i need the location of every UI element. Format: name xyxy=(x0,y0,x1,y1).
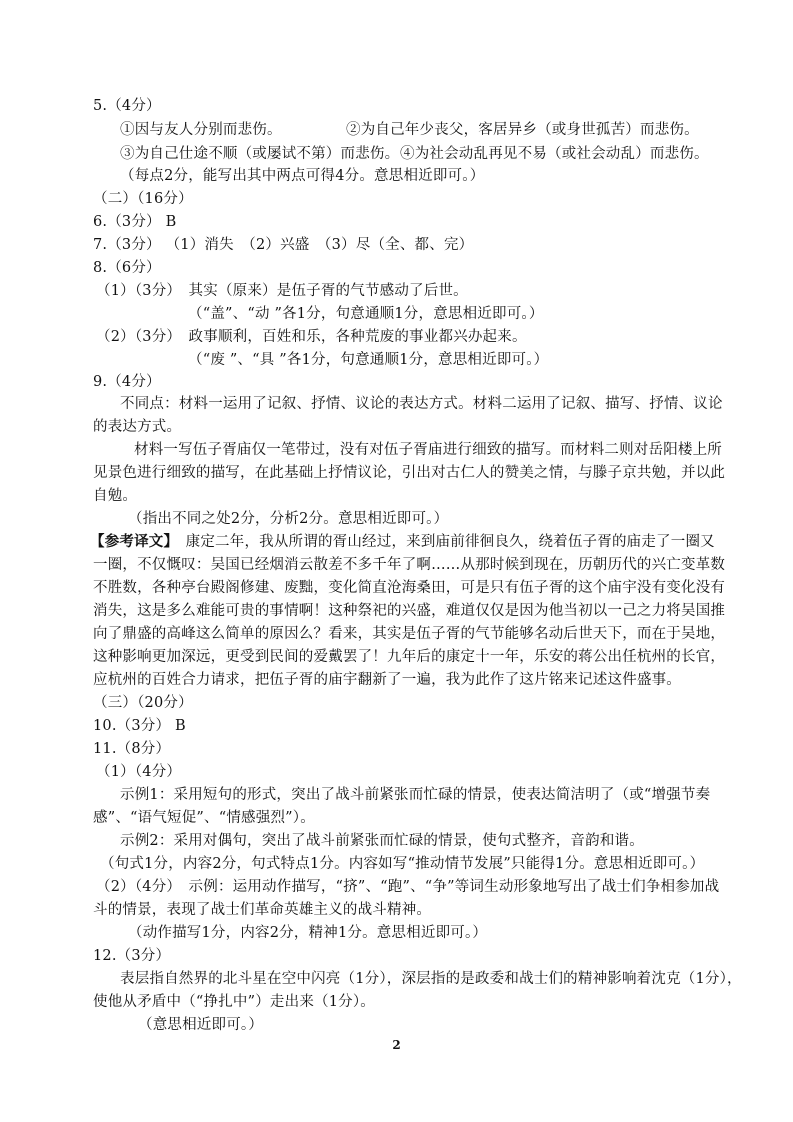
q11-part-1-heading: （1）（4分） xyxy=(96,764,182,780)
q11-example-1-cont: 感”、“语气短促”、“情感强烈”）。 xyxy=(93,810,315,826)
q9-line-1: 不同点：材料一运用了记叙、抒情、议论的表达方式。材料二运用了记叙、描写、抒情、议论 xyxy=(120,396,723,412)
translation-line-2: 一圈，不仅慨叹：吴国已经烟消云散差不多千年了啊……从那时候到现在，历朝历代的兴亡变革数 xyxy=(93,557,726,573)
q8-part-1-scoring: （“盖”、“动 ”各1分，句意通顺1分，意思相近即可。） xyxy=(188,306,544,322)
q8-heading: 8.（6分） xyxy=(93,260,161,276)
section-2-heading: （二）（16分） xyxy=(93,191,193,207)
q7-answer: 7.（3分） （1）消失 （2）兴盛 （3）尽（全、都、完） xyxy=(93,237,474,253)
q8-part-2: （2）（3分） 政事顺利，百姓和乐，各种荒废的事业都兴办起来。 xyxy=(96,329,527,345)
translation-line-6: 这种影响更加深远，更受到民间的爱戴罢了！九年后的康定十一年，乐安的蒋公出任杭州的长官， xyxy=(93,649,726,665)
q11-example-2: 示例2：采用对偶句，突出了战斗前紧张而忙碌的情景，使句式整齐，音韵和谐。 xyxy=(120,833,644,849)
q11-example-1: 示例1：采用短句的形式，突出了战斗前紧张而忙碌的情景，使表达简洁明了（或“增强节奏 xyxy=(120,787,711,803)
q5-point-4: ④为社会动乱再见不易（或社会动乱）而悲伤。 xyxy=(400,146,709,162)
translation-line-3: 不胜数，各种亭台殿阁修建、废黜，变化简直沧海桑田，可是只有伍子胥的这个庙宇没有变化没有 xyxy=(93,580,726,596)
q12-heading: 12.（3分） xyxy=(93,948,171,964)
q11-heading: 11.（8分） xyxy=(93,741,171,757)
q9-line-2: 的表达方式。 xyxy=(93,419,182,435)
q11-part-2: （2）（4分） 示例：运用动作描写，“挤”、“跑”、“争”等词生动形象地写出了战士们争相参加战 xyxy=(96,879,720,895)
translation-line-4: 消失，这是多么难能可贵的事情啊！这种祭祀的兴盛，难道仅仅是因为他当初以一己之力将吴国推 xyxy=(93,603,726,619)
q5-point-1: ①因与友人分别而悲伤。 xyxy=(120,122,282,138)
q9-heading: 9.（4分） xyxy=(93,374,161,390)
translation-label: 【参考译文】 xyxy=(90,533,171,550)
q12-line-2: 使他从矛盾中（“挣扎中”）走出来（1分）。 xyxy=(93,994,375,1010)
page-number: 2 xyxy=(392,1038,401,1052)
q11-part-2-scoring: （动作描写1分，内容2分，精神1分。意思相近即可。） xyxy=(128,925,488,941)
q5-point-2: ②为自己年少丧父，客居异乡（或身世孤苦）而悲伤。 xyxy=(346,122,699,138)
translation-line-5: 向了鼎盛的高峰这么简单的原因么？看来，其实是伍子胥的气节能够名动后世天下，而在于吴地， xyxy=(93,626,726,642)
q8-part-1: （1）（3分） 其实（原来）是伍子胥的气节感动了后世。 xyxy=(96,283,468,299)
translation-line-1 xyxy=(90,532,715,552)
section-3-heading: （三）（20分） xyxy=(93,695,193,711)
translation-text-start: 康定二年，我从所谓的胥山经过，来到庙前徘徊良久，绕着伍子胥的庙走了一圈又 xyxy=(170,534,715,550)
q9-scoring: （指出不同之处2分，分析2分。意思相近即可。） xyxy=(128,511,449,527)
q9-line-4: 见景色进行细致的描写，在此基础上抒情议论，引出对古仁人的赞美之情，与滕子京共勉，并以此 xyxy=(93,465,726,481)
q11-part-1-scoring: （句式1分，内容2分，句式特点1分。内容如写“推动情节发展”只能得1分。意思相近即可。） xyxy=(100,856,705,872)
q6-answer: 6.（3分） B xyxy=(93,214,177,230)
q5-heading: 5.（4分） xyxy=(93,98,161,114)
q5-scoring: （每点2分，能写出其中两点可得4分。意思相近即可。） xyxy=(120,168,485,184)
q9-line-3: 材料一写伍子胥庙仅一笔带过，没有对伍子胥庙进行细致的描写。而材料二则对岳阳楼上所 xyxy=(134,442,722,458)
q5-point-3: ③为自己仕途不顺（或屡试不第）而悲伤。 xyxy=(120,146,400,162)
q8-part-2-scoring: （“废 ”、“具 ”各1分，句意通顺1分，意思相近即可。） xyxy=(188,352,549,368)
translation-line-7: 应杭州的百姓合力请求，把伍子胥的庙宇翻新了一遍，我为此作了这片铭来记述这件盛事。 xyxy=(93,672,681,688)
q9-line-5: 自勉。 xyxy=(93,488,138,504)
q12-scoring: （意思相近即可。） xyxy=(138,1017,264,1033)
q11-part-2-cont: 斗的情景，表现了战士们革命英雄主义的战斗精神。 xyxy=(93,902,432,918)
q12-line-1: 表层指自然界的北斗星在空中闪亮（1分），深层指的是政委和战士们的精神影响着沈克（1分）， xyxy=(120,971,742,987)
q10-answer: 10.（3分） B xyxy=(93,718,186,734)
